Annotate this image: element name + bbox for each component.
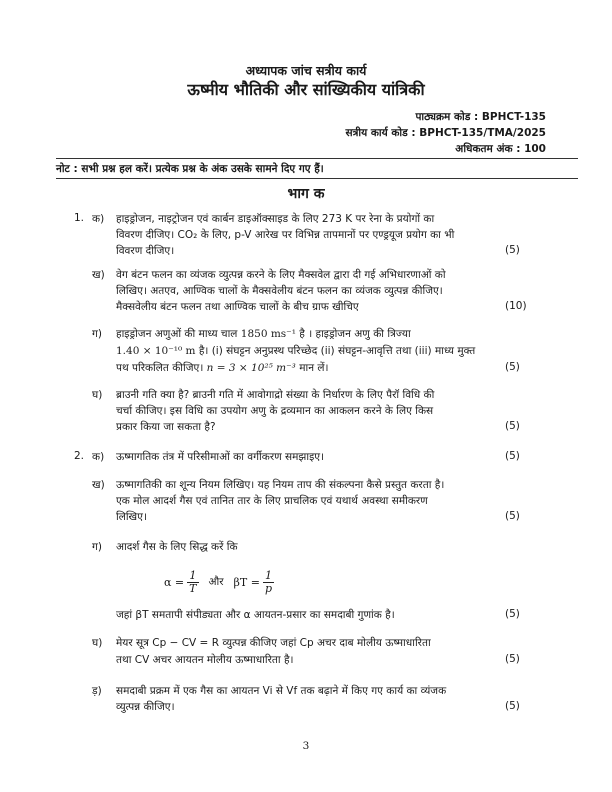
- alpha-denominator: T: [189, 581, 197, 595]
- q1a-line: विवरण दीजिए। CO₂ के लिए, p-V आरेख पर विभिन्न तापमानों पर एण्ड्रयूज प्रयोग का भी: [116, 229, 455, 241]
- question-number-1: 1.: [74, 212, 85, 224]
- q2c-footer: जहां βT समतापी संपीड्यता और α आयतन-प्रसार का समदाबी गुणांक है।: [116, 609, 395, 621]
- q1d-label: घ): [92, 389, 103, 401]
- max-marks: अधिकतम अंक : 100: [455, 143, 546, 155]
- q1c-text: है । हाइड्रोजन अणु की त्रिज्या: [299, 328, 411, 340]
- instruction-note: नोट : सभी प्रश्न हल करें। प्रत्येक प्रश्न के अंक उसके सामने दिए गए हैं।: [56, 163, 324, 175]
- q2e-marks: (5): [505, 700, 520, 712]
- q1d-marks: (5): [505, 420, 520, 432]
- q2a-label: क): [92, 451, 105, 463]
- section-title: भाग क: [287, 186, 325, 202]
- course-code: पाठ्यक्रम कोड : BPHCT-135: [415, 111, 546, 123]
- assignment-subtitle: अध्यापक जांच सत्रीय कार्य: [245, 63, 367, 78]
- q1d-line: चर्चा कीजिए। इस विधि का उपयोग अणु के द्रव्यमान का आकलन करने के लिए किस: [116, 405, 434, 417]
- top-rule: [56, 158, 578, 159]
- q1a-marks: (5): [505, 244, 520, 256]
- q1c-line-1: [116, 327, 411, 341]
- q2c-label: ग): [92, 541, 103, 553]
- q2d-marks: (5): [505, 653, 520, 665]
- question-number-2: 2.: [74, 450, 85, 462]
- alpha-numerator: 1: [187, 570, 198, 583]
- q1c-speed-value: 1850 ms⁻¹: [240, 328, 296, 340]
- q2d-line: तथा CV अचर आयतन मोलीय ऊष्माधारिता है।: [116, 654, 294, 666]
- beta-denominator: p: [264, 581, 273, 595]
- q1c-density-value: n = 3 × 10²⁵ m⁻³: [206, 362, 296, 374]
- q2a-line: ऊष्मागतिक तंत्र में परिसीमाओं का वर्गीकरण समझाइए।: [116, 451, 325, 463]
- q2d-label: घ): [92, 637, 103, 649]
- course-title: ऊष्मीय भौतिकी और सांख्यिकीय यांत्रिकी: [187, 80, 425, 99]
- q1b-line: लिखिए। अतएव, आण्विक चालों के मैक्सवेलीय बंटन फलन का व्यंजक व्युत्पन्न कीजिए।: [116, 285, 443, 297]
- q1a-label: क): [92, 213, 105, 225]
- q2d-line: मेयर सूत्र Cp − CV = R व्युत्पन्न कीजिए जहां Cp अचर दाब मोलीय ऊष्माधारिता: [116, 637, 431, 649]
- q1d-line: प्रकार किया जा सकता है?: [116, 421, 216, 433]
- q2c-intro: आदर्श गैस के लिए सिद्ध करें कि: [116, 541, 238, 553]
- q1b-label: ख): [92, 269, 105, 281]
- q1b-line: वेग बंटन फलन का व्यंजक व्युत्पन्न करने के लिए मैक्सवेल द्वारा दी गई अभिधारणाओं को: [116, 269, 446, 281]
- q2c-marks: (5): [505, 608, 520, 620]
- beta-fraction: [263, 570, 274, 595]
- q1c-line-2: [116, 344, 475, 358]
- q2e-line: व्युत्पन्न कीजिए।: [116, 701, 175, 713]
- q1c-text: हाइड्रोजन अणुओं की माध्य चाल: [116, 328, 238, 340]
- q1b-line: मैक्सवेलीय बंटन फलन तथा आण्विक चालों के बीच ग्राफ खीचिए: [116, 301, 359, 313]
- q1c-text: है। (i) संघट्टन अनुप्रस्थ परिच्छेद (ii) संघट्टन-आवृत्ति तथा (iii) माध्य मुक्त: [198, 345, 476, 357]
- q1b-marks: (10): [505, 300, 527, 312]
- q1c-text: पथ परिकलित कीजिए।: [116, 362, 204, 374]
- beta-lhs: βT =: [233, 575, 260, 589]
- q2b-line: ऊष्मागतिकी का शून्य नियम लिखिए। यह नियम ताप की संकल्पना कैसे प्रस्तुत करता है।: [116, 479, 445, 491]
- assignment-code: सत्रीय कार्य कोड : BPHCT-135/TMA/2025: [345, 127, 546, 139]
- q2e-line: समदाबी प्रक्रम में एक गैस का आयतन Vi से Vf तक बढ़ाने में किए गए कार्य का व्यंजक: [116, 685, 447, 697]
- q1a-line: विवरण दीजिए।: [116, 245, 175, 257]
- q2b-label: ख): [92, 479, 105, 491]
- q1c-radius-value: 1.40 × 10⁻¹⁰ m: [116, 345, 196, 357]
- q2b-marks: (5): [505, 510, 520, 522]
- q2b-line: एक मोल आदर्श गैस एवं तानित तार के लिए प्राचलिक एवं यथार्थ अवस्था समीकरण: [116, 495, 428, 507]
- q2b-line: लिखिए।: [116, 511, 147, 523]
- page-number: 3: [302, 740, 310, 752]
- q2c-equation: [164, 562, 274, 602]
- bottom-rule: [56, 178, 578, 179]
- alpha-lhs: α =: [164, 575, 185, 589]
- q1c-text: मान लें।: [299, 362, 329, 374]
- alpha-fraction: [187, 570, 198, 595]
- q1c-label: ग): [92, 328, 103, 340]
- q2a-marks: (5): [505, 450, 520, 462]
- q1a-line: हाइड्रोजन, नाइट्रोजन एवं कार्बन डाइऑक्साइड के लिए 273 K पर रेना के प्रयोगों का: [116, 213, 435, 225]
- q2e-label: ड़): [92, 685, 102, 697]
- q1c-line-3: [116, 361, 328, 375]
- q1c-marks: (5): [505, 361, 520, 373]
- q1d-line: ब्राउनी गति क्या है? ब्राउनी गति में आवोगाद्रो संख्या के निर्धारण के लिए पैरॉ विधि की: [116, 389, 435, 401]
- and-word: और: [208, 576, 224, 588]
- beta-numerator: 1: [263, 570, 274, 583]
